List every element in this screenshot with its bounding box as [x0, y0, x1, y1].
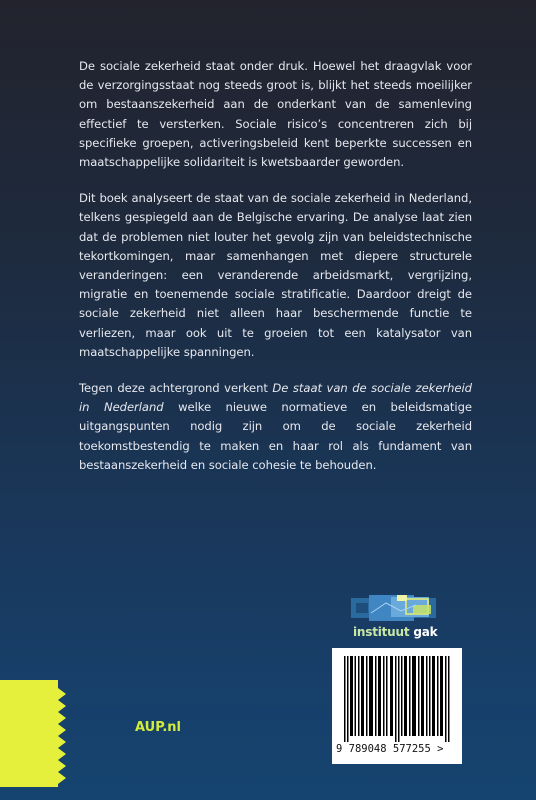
gak-wordmark-part2: gak — [409, 625, 438, 639]
blurb-paragraph-3 — [79, 379, 472, 475]
gak-wordmark-part1: instituut — [353, 625, 410, 639]
blurb-paragraph-2: Dit boek analyseert de staat van de sociale zekerheid in Nederland, telkens gespiegeld aan de Belgische ervaring. De analyse laat zien dat de problemen niet louter het gevolg zijn van beleidstechnische tekortkomingen, maar samenhangen met diepere structurele veranderingen: een veranderende arbeidsmarkt, vergrijzing, migratie en toenemende sociale stratificatie. Daardoor dreigt de sociale zekerheid niet alleen haar beschermende functie te verliezen, maar ook uit te groeien tot een katalysator van maatschappelijke spanningen. — [79, 191, 472, 359]
blurb-paragraph-3-after: welke nieuwe normatieve en beleidsmatige uitgangspunten nodig zijn om de sociale zekerheid toekomstbestendig te maken en haar rol als fundament van bestaanszekerheid en sociale cohesie te behouden. — [79, 400, 472, 472]
isbn-barcode — [332, 648, 462, 764]
blurb-paragraph-1: De sociale zekerheid staat onder druk. Hoewel het draagvlak voor de verzorgingsstaat nog steeds groot is, blijkt het steeds moeilijker om bestaanszekerheid aan de onderkant van de samenleving effectief te versterken. Sociale risico’s concentreren zich bij specifieke groepen, activeringsbeleid kent beperkte successen en maatschappelijke solidariteit is kwetsbaarder geworden. — [79, 59, 472, 170]
yellow-spine-tab — [0, 680, 74, 787]
publisher-url: AUP.nl — [135, 720, 182, 735]
instituut-gak-logo — [351, 595, 436, 625]
barcode-bars — [344, 656, 452, 742]
instituut-gak-wordmark — [353, 625, 437, 639]
blurb-text — [79, 57, 472, 492]
isbn-number: 9 789048 577255 > — [336, 743, 444, 755]
book-title-italic: De staat van de sociale zekerheid in Nederland — [79, 381, 472, 415]
blurb-paragraph-3-before: Tegen deze achtergrond verkent — [79, 381, 273, 396]
